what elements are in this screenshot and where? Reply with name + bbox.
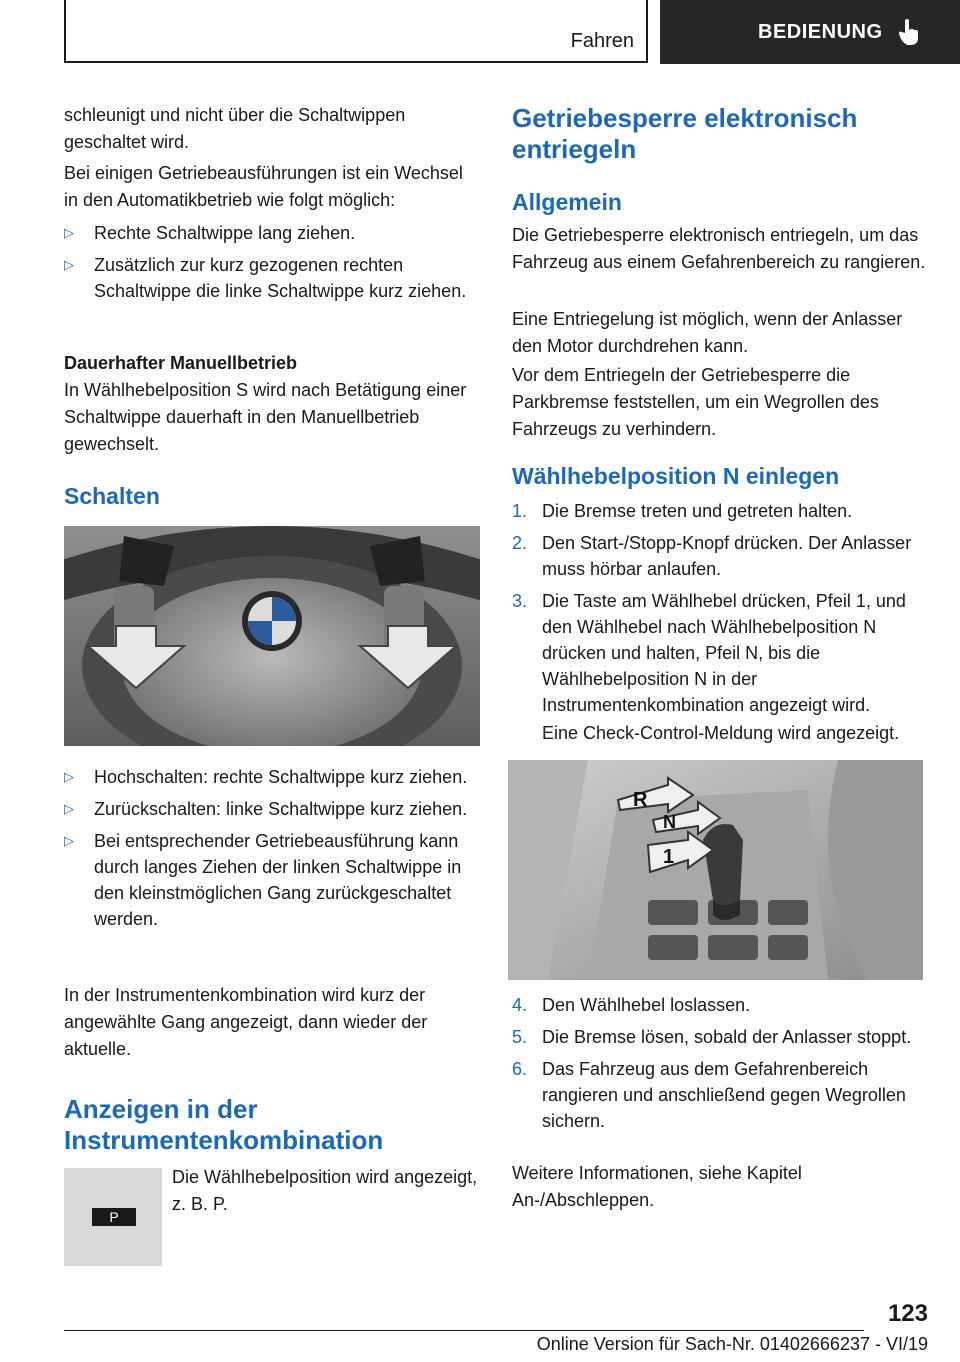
list-item: ▷ Bei entsprechender Getriebeausführung kann durch langes Ziehen der linken Schaltwippe in den kleinstmöglichen Gang zurückgeschaltet werden. xyxy=(64,828,480,932)
section-heading: Schalten xyxy=(64,483,160,509)
gear-selector-image xyxy=(508,760,923,980)
paragraph: In der Instrumentenkombination wird kurz der angewählte Gang angezeigt, dann wieder der aktuelle. xyxy=(64,985,428,1059)
gear-display-image xyxy=(64,1168,162,1266)
label-1: 1 xyxy=(663,846,675,868)
paragraph: Eine Check-Control-Meldung wird angezeigt. xyxy=(542,723,900,743)
paragraph: Die Getriebesperre elektronisch entriegeln, um das Fahrzeug aus einem Gefahrenbereich zu rangieren. xyxy=(512,225,926,272)
chapter-title: BEDIENUNG xyxy=(758,20,883,43)
paragraph: Vor dem Entriegeln der Getriebesperre die Parkbremse feststellen, um ein Wegrollen des Fahrzeugs zu verhindern. xyxy=(512,365,879,439)
numbered-list xyxy=(512,498,928,718)
paragraph: schleunigt und nicht über die Schaltwippen geschaltet wird. xyxy=(64,105,406,152)
list-item: 3. Die Taste am Wählhebel drücken, Pfeil 1, und den Wählhebel nach Wählhebelposition N drücken und halten, Pfeil N, bis die Wählhebelposition N in der Instrumentenkombination angezeigt wird. xyxy=(512,591,906,715)
steering-wheel-image xyxy=(64,526,480,746)
label-n: N xyxy=(663,812,676,832)
list-item: 1. Die Bremse treten und getreten halten. xyxy=(512,501,853,521)
list-item: 6. Das Fahrzeug aus dem Gefahrenbereich rangieren und anschließend gegen Wegrollen sichern. xyxy=(512,1059,906,1131)
list-item: ▷ Rechte Schaltwippe lang ziehen. xyxy=(64,220,480,246)
gear-letter: P xyxy=(109,1209,119,1225)
chapter-tab xyxy=(660,0,960,64)
list-item: 4. Den Wählhebel loslassen. xyxy=(512,995,751,1015)
bullet-list xyxy=(64,764,480,932)
subsection-heading: Allgemein xyxy=(512,189,622,215)
numbered-list xyxy=(512,992,928,1134)
list-item: ▷ Hochschalten: rechte Schaltwippe kurz ziehen. xyxy=(64,764,480,790)
section-heading: Getriebesperre elektronisch entriegeln xyxy=(512,103,858,164)
bullet-list xyxy=(64,220,480,304)
list-item: 5. Die Bremse lösen, sobald der Anlasser stoppt. xyxy=(512,1027,912,1047)
paragraph: Bei einigen Getriebeausführungen ist ein Wechsel in den Automatikbetrieb wie folgt möglich: xyxy=(64,163,463,210)
paragraph: Weitere Informationen, siehe Kapitel An-/Abschleppen. xyxy=(512,1163,802,1210)
section-title: Fahren xyxy=(570,30,634,52)
label-r: R xyxy=(633,789,648,811)
subsection-heading: Wählhebelposition N einlegen xyxy=(512,463,840,489)
hand-pointer-icon xyxy=(897,18,921,46)
paragraph: Die Wählhebelposition wird angezeigt, z. B. P. xyxy=(172,1167,478,1214)
section-heading: Anzeigen in der Instrumentenkombination xyxy=(64,1094,384,1155)
paragraph: In Wählhebelposition S wird nach Betätigung einer Schaltwippe dauerhaft in den Manuellbetrieb gewechselt. xyxy=(64,380,467,454)
paragraph: Eine Entriegelung ist möglich, wenn der Anlasser den Motor durchdrehen kann. xyxy=(512,309,903,356)
list-item: ▷ Zurückschalten: linke Schaltwippe kurz ziehen. xyxy=(64,796,480,822)
section-tab xyxy=(64,0,648,63)
list-item: 2. Den Start-/Stopp-Knopf drücken. Der Anlasser muss hörbar anlaufen. xyxy=(512,533,912,579)
list-item: ▷ Zusätzlich zur kurz gezogenen rechten Schaltwippe die linke Schaltwippe kurz ziehen. xyxy=(64,252,480,304)
footer-divider xyxy=(64,1330,864,1331)
subheading: Dauerhafter Manuellbetrieb xyxy=(64,353,298,373)
online-version-note: Online Version für Sach-Nr. 01402666237 - VI/19 xyxy=(536,1334,928,1354)
page-number: 123 xyxy=(887,1300,928,1327)
page-header xyxy=(64,0,960,64)
